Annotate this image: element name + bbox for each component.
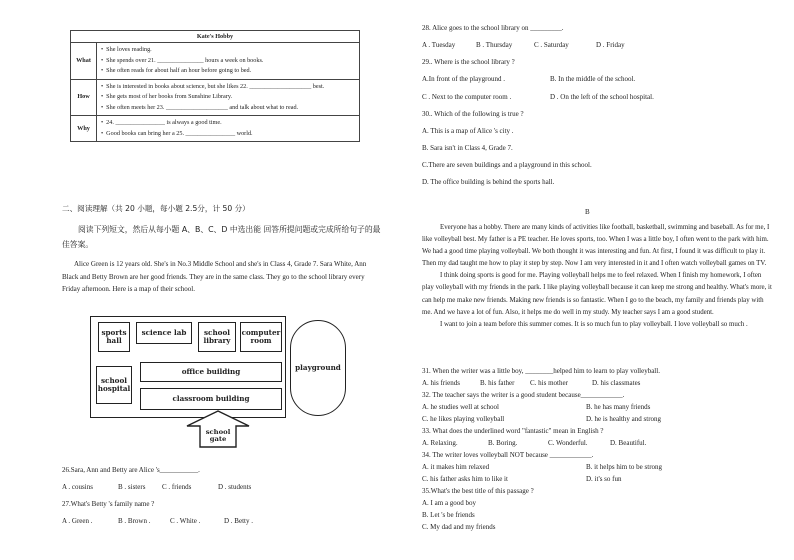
passage-a: Alice Green is 12 years old. She's in No.3 Middle School and she's in Class 4, Grade 7. Sara White, Ann Black and Betty Brown are her good friends. They are in the same class. They go to the school library every Friday afternoon. Here is a map of their school.: [62, 260, 367, 293]
table-item: • She often meets her 23. ____________________ and talk about what to read.: [101, 103, 355, 114]
question-27: 27.What's Betty 's family name ?: [62, 500, 155, 508]
question-31: 31. When the writer was a little boy, ________helped him to learn to play volleyball.: [422, 367, 660, 375]
question-32: 32. The teacher says the writer is a good student because____________.: [422, 391, 625, 399]
option-32b: B. he has many friends: [586, 403, 651, 411]
option-28b: B . Thursday: [476, 41, 513, 49]
map-playground: playground: [290, 320, 346, 416]
option-32a: A. he studies well at school: [422, 403, 499, 411]
map-office-building: office building: [140, 362, 282, 382]
section-heading: 二、阅读理解（共 20 小题，每小题 2.5分，计 50 分）: [62, 204, 250, 213]
option-26a: A . cousins: [62, 483, 93, 491]
section-instruction: 阅读下列短文，然后从每小题 A、B、C、D 中选出能 回答所提问题或完成所给句子的最佳答案。: [62, 225, 381, 249]
option-33c: C. Wonderful.: [548, 439, 588, 447]
row-label-how: How: [71, 79, 97, 116]
passage-b-paragraph-3: I want to join a team before this summer comes. It is so much fun to play volleyball. I love volleyball so much .: [440, 320, 748, 328]
option-30c: C.There are seven buildings and a playground in this school.: [422, 161, 592, 169]
option-30d: D. The office building is behind the sports hall.: [422, 178, 555, 186]
option-32c: C. he likes playing volleyball: [422, 415, 505, 423]
hobby-table: [70, 30, 360, 142]
option-29c: C . Next to the computer room .: [422, 93, 512, 101]
option-33a: A. Relaxing.: [422, 439, 458, 447]
option-34b: B. it helps him to be strong: [586, 463, 663, 471]
option-35b: B. Let 's be friends: [422, 511, 475, 519]
option-29d: D . On the left of the school hospital.: [550, 93, 654, 101]
row-label-what: What: [71, 43, 97, 80]
table-item: • She gets most of her books from Sunshine Library.: [101, 92, 355, 103]
passage-b: [422, 222, 774, 331]
option-32d: D. he is healthy and strong: [586, 415, 662, 423]
option-29a: A.In front of the playground .: [422, 75, 506, 83]
question-26: 26.Sara, Ann and Betty are Alice 's___________.: [62, 466, 200, 474]
map-school-gate: school gate: [205, 427, 231, 443]
option-34a: A. it makes him relaxed: [422, 463, 490, 471]
row-label-why: Why: [71, 116, 97, 142]
option-26c: C . friends: [162, 483, 192, 491]
option-33d: D. Beautiful.: [610, 439, 647, 447]
option-27a: A . Green .: [62, 517, 93, 525]
option-35a: A. I am a good boy: [422, 499, 477, 507]
question-34: 34. The writer loves volleyball NOT because ____________.: [422, 451, 594, 459]
option-34d: D. it's so fun: [586, 475, 622, 483]
map-sports-hall: sports hall: [98, 322, 130, 352]
table-item: • She often reads for about half an hour before going to bed.: [101, 66, 355, 77]
option-26d: D . students: [218, 483, 252, 491]
question-28: 28. Alice goes to the school library on _________.: [422, 24, 564, 32]
option-26b: B . sisters: [118, 483, 146, 491]
option-33b: B. Boring.: [488, 439, 518, 447]
map-classroom-building: classroom building: [140, 388, 282, 410]
table-item: • She loves reading.: [101, 45, 355, 56]
option-28d: D . Friday: [596, 41, 625, 49]
option-29b: B. In the middle of the school.: [550, 75, 636, 83]
option-27b: B . Brown .: [118, 517, 151, 525]
hobby-table-title: Kate's Hobby: [71, 31, 360, 43]
question-30: 30.. Which of the following is true ?: [422, 110, 524, 118]
option-31b: B. his father: [480, 379, 515, 387]
passage-b-label: B: [585, 208, 590, 216]
school-map: [90, 316, 380, 448]
map-computer-room: computer room: [240, 322, 282, 352]
table-item: • She is interested in books about science, but she likes 22. ____________________ best.: [101, 82, 355, 93]
question-33: 33. What does the underlined word "fantastic" mean in English ?: [422, 427, 604, 435]
option-31a: A. his friends: [422, 379, 460, 387]
map-school-library: school library: [198, 322, 236, 352]
table-item: • She spends over 21. _______________ hours a week on books.: [101, 56, 355, 67]
table-item: • Good books can bring her a 25. ________________ world.: [101, 129, 355, 140]
option-35c: C. My dad and my friends: [422, 523, 496, 531]
map-science-lab: science lab: [136, 322, 192, 344]
option-30b: B. Sara isn't in Class 4, Grade 7.: [422, 144, 513, 152]
question-29: 29.. Where is the school library ?: [422, 58, 515, 66]
table-item: • 24. ________________ is always a good time.: [101, 118, 355, 129]
option-28c: C . Saturday: [534, 41, 569, 49]
option-31d: D. his classmates: [592, 379, 641, 387]
option-27d: D . Betty .: [224, 517, 253, 525]
option-31c: C. his mother: [530, 379, 568, 387]
passage-b-paragraph-2: I think doing sports is good for me. Playing volleyball helps me to feel relaxed. When I finish my homework, I often play volleyball with my friends in the park. I like playing volleyball because it can keep me strong and healthy. What's more, it can help me make new friends. Making new friends is so fantastic. When I go to the beach, my family and friends play with me. And we have a lot of fun. Also, it helps me do well in my study. My teacher says I am a good student.: [422, 272, 772, 316]
option-34c: C. his father asks him to like it: [422, 475, 508, 483]
question-35: 35.What's the best title of this passage ?: [422, 487, 534, 495]
passage-b-paragraph-1: Everyone has a hobby. There are many kinds of activities like football, basketball, swimming and baseball. As for me, I like volleyball best. My father is a PE teacher. He loves sports, too. When I was a little boy, I often went to the park with him. We had a good time playing volleyball. We both thought it was interesting and fun. At first, I found it was difficult to play it. Then my dad taught me how to play it step by step. Now I am very interested in it and I often watch volleyball games on TV.: [422, 224, 770, 268]
option-30a: A. This is a map of Alice 's city .: [422, 127, 514, 135]
map-school-hospital: school hospital: [96, 366, 132, 404]
option-27c: C . White .: [170, 517, 201, 525]
option-28a: A . Tuesday: [422, 41, 456, 49]
